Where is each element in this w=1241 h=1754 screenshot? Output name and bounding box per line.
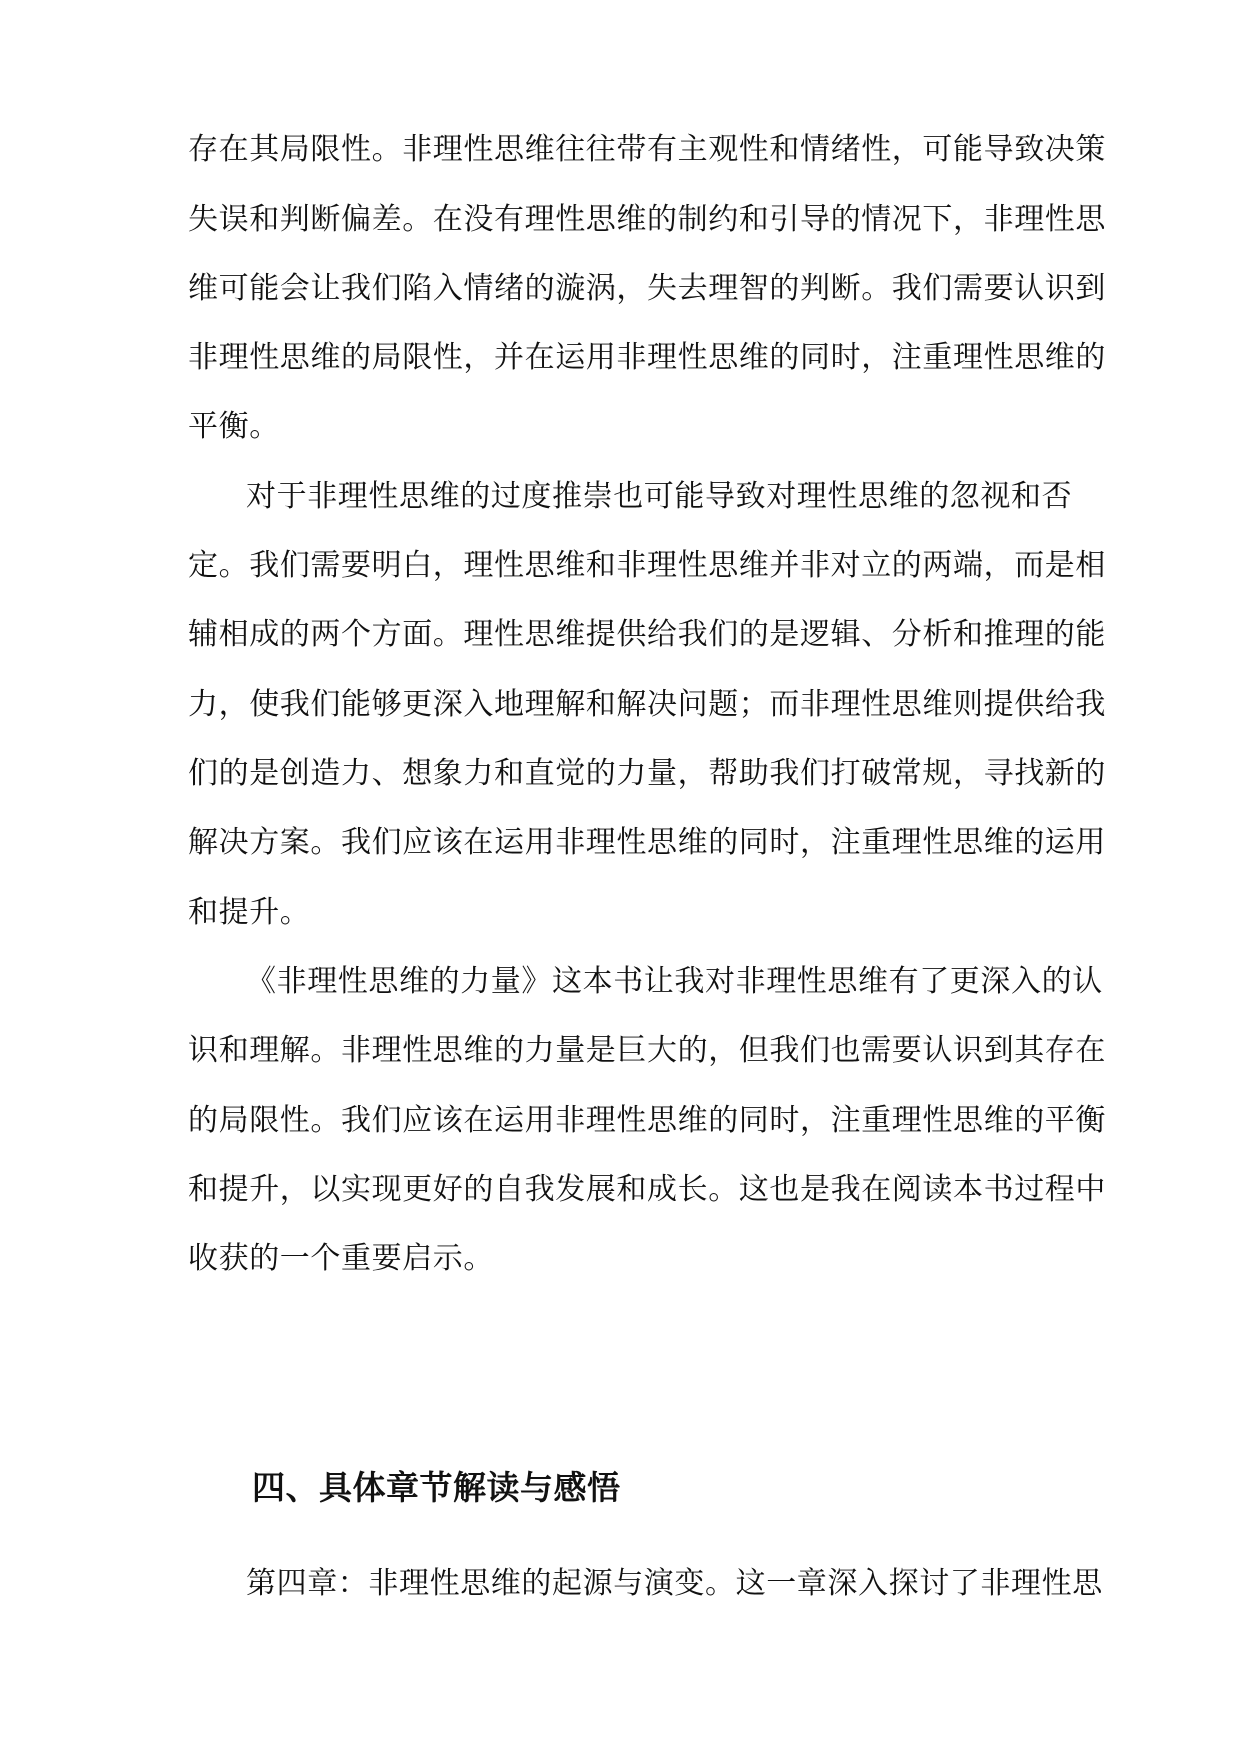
chapter-paragraph-line-1: 第四章：非理性思维的起源与演变。这一章深入探讨了非理性思 bbox=[246, 1566, 1103, 1601]
paragraph-1-line-5: 平衡。 bbox=[188, 409, 280, 444]
paragraph-1-line-1: 存在其局限性。非理性思维往往带有主观性和情绪性，可能导致决策 bbox=[188, 132, 1106, 167]
paragraph-2-line-2: 定。我们需要明白，理性思维和非理性思维并非对立的两端，而是相 bbox=[188, 548, 1106, 583]
paragraph-2-line-1: 对于非理性思维的过度推崇也可能导致对理性思维的忽视和否 bbox=[246, 479, 1073, 514]
paragraph-1-line-3: 维可能会让我们陷入情绪的漩涡，失去理智的判断。我们需要认识到 bbox=[188, 271, 1106, 306]
paragraph-3-line-2: 识和理解。非理性思维的力量是巨大的，但我们也需要认识到其存在 bbox=[188, 1033, 1106, 1068]
paragraph-2-line-4: 力，使我们能够更深入地理解和解决问题；而非理性思维则提供给我 bbox=[188, 687, 1106, 722]
paragraph-3-line-4: 和提升，以实现更好的自我发展和成长。这也是我在阅读本书过程中 bbox=[188, 1172, 1106, 1207]
paragraph-2-line-6: 解决方案。我们应该在运用非理性思维的同时，注重理性思维的运用 bbox=[188, 825, 1106, 860]
paragraph-1-line-2: 失误和判断偏差。在没有理性思维的制约和引导的情况下，非理性思 bbox=[188, 202, 1106, 237]
paragraph-3-line-3: 的局限性。我们应该在运用非理性思维的同时，注重理性思维的平衡 bbox=[188, 1103, 1106, 1138]
paragraph-1-line-4: 非理性思维的局限性，并在运用非理性思维的同时，注重理性思维的 bbox=[188, 340, 1106, 375]
paragraph-2-line-7: 和提升。 bbox=[188, 895, 311, 930]
section-heading: 四、具体章节解读与感悟 bbox=[252, 1468, 621, 1507]
paragraph-3-line-5: 收获的一个重要启示。 bbox=[188, 1241, 494, 1276]
paragraph-2-line-5: 们的是创造力、想象力和直觉的力量，帮助我们打破常规，寻找新的 bbox=[188, 756, 1106, 791]
paragraph-3-line-1: 《非理性思维的力量》这本书让我对非理性思维有了更深入的认 bbox=[246, 964, 1103, 999]
paragraph-2-line-3: 辅相成的两个方面。理性思维提供给我们的是逻辑、分析和推理的能 bbox=[188, 617, 1106, 652]
